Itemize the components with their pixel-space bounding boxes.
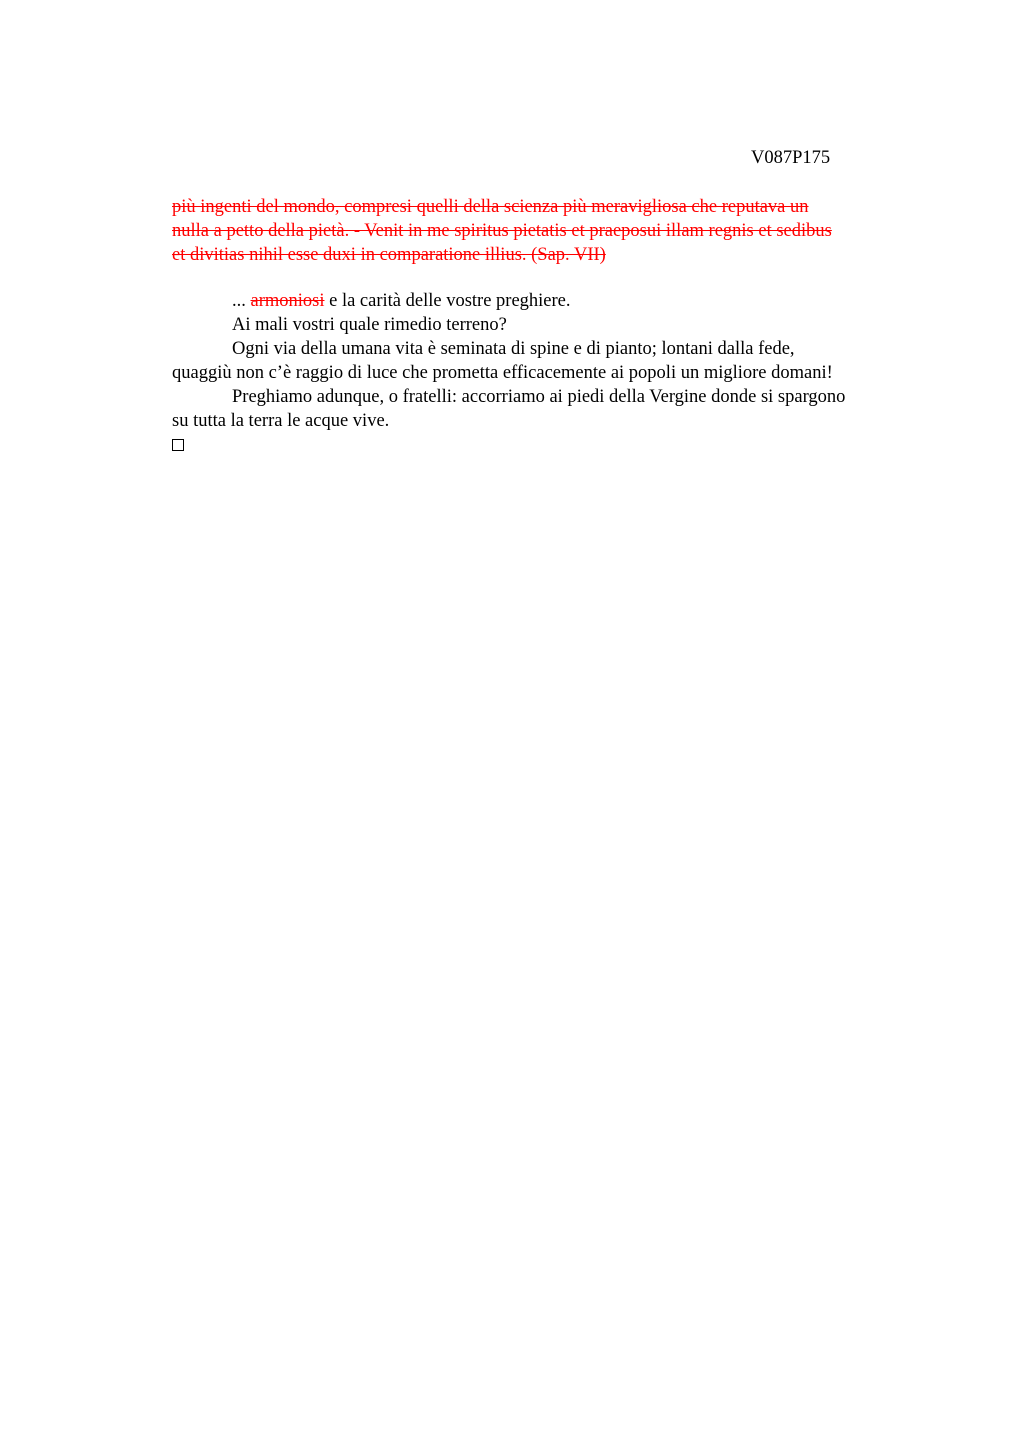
deleted-line: nulla a petto della pietà. - Venit in me spiritus pietatis et praeposui illam regnis et sedibus bbox=[172, 221, 832, 241]
page-id: V087P175 bbox=[751, 148, 831, 168]
paragraph-4 bbox=[172, 385, 932, 433]
paragraph-4-line-1: Preghiamo adunque, o fratelli: accorriamo ai piedi della Vergine donde si spargono bbox=[232, 387, 846, 407]
paragraph-3-line-1: Ogni via della umana vita è seminata di spine e di pianto; lontani dalla fede, bbox=[232, 339, 795, 359]
body-text bbox=[172, 289, 932, 458]
deleted-word: armoniosi bbox=[250, 291, 325, 311]
paragraph-1 bbox=[172, 289, 932, 313]
paragraph-1-prefix: ... bbox=[232, 291, 251, 311]
deleted-line: et divitias nihil esse duxi in comparatione illius. (Sap. VII) bbox=[172, 245, 606, 265]
empty-square-icon bbox=[172, 439, 184, 451]
paragraph-3 bbox=[172, 337, 932, 385]
end-mark bbox=[172, 433, 932, 458]
paragraph-2: Ai mali vostri quale rimedio terreno? bbox=[232, 315, 507, 335]
paragraph-1-suffix: e la carità delle vostre preghiere. bbox=[324, 291, 571, 311]
deleted-passage bbox=[172, 195, 932, 267]
paragraph-3-line-2: quaggiù non c’è raggio di luce che prometta efficacemente ai popoli un migliore domani! bbox=[172, 363, 833, 383]
paragraph-4-line-2: su tutta la terra le acque vive. bbox=[172, 411, 390, 431]
deleted-line: più ingenti del mondo, compresi quelli della scienza più meravigliosa che reputava un bbox=[172, 197, 809, 217]
